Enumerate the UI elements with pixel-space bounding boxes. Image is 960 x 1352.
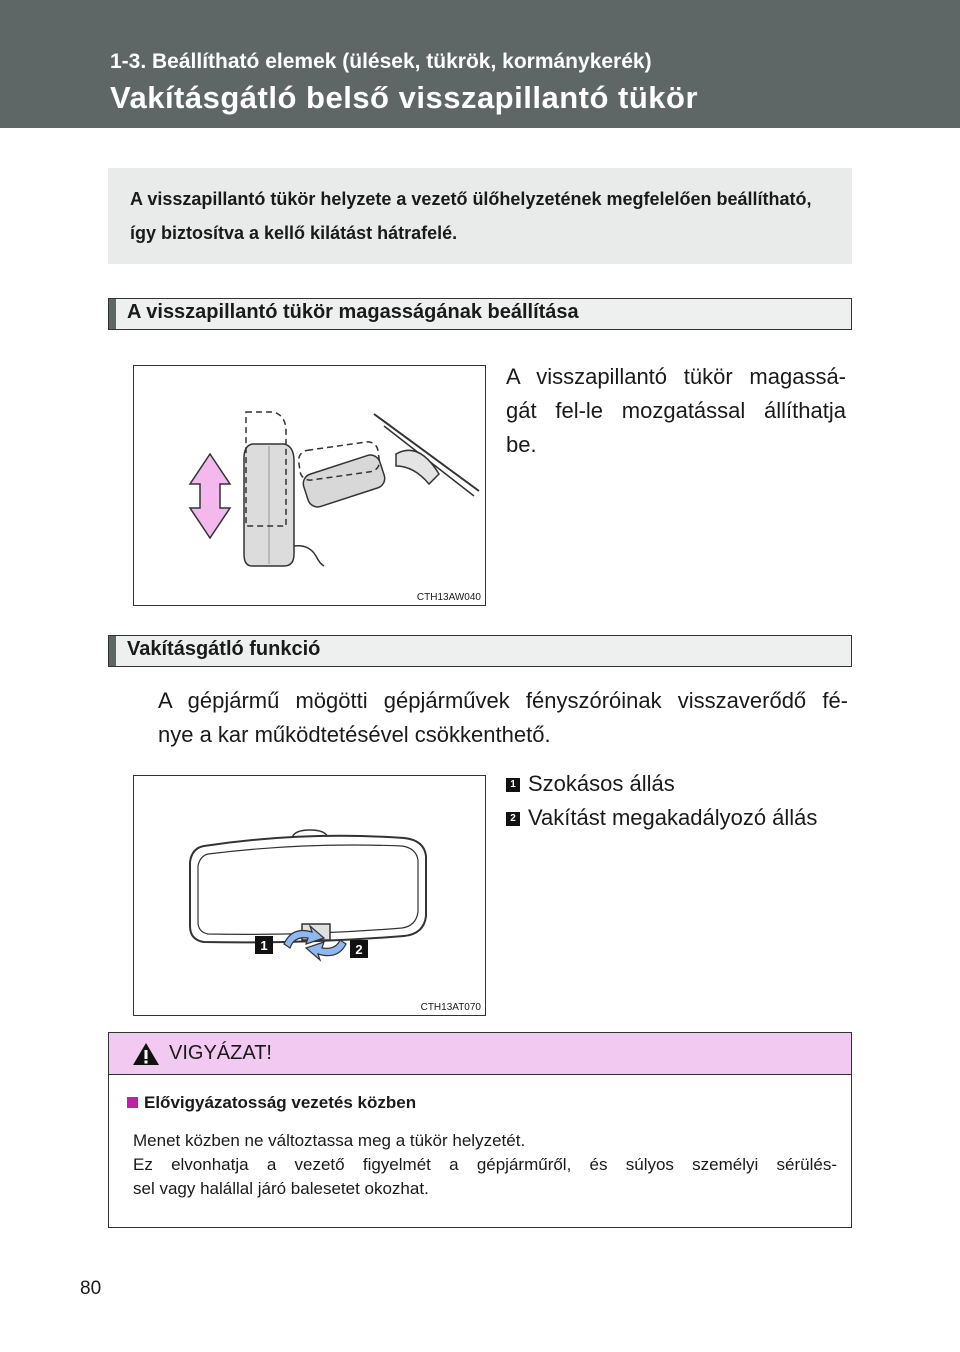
page-title: Vakításgátló belső visszapillantó tükör	[110, 80, 699, 115]
warning-triangle-icon	[131, 1041, 161, 1067]
warning-line: sel vagy halállal járó balesetet okozhat.	[133, 1179, 429, 1198]
section-label: 1-3. Beállítható elemek (ülések, tükrök, kormánykerék)	[110, 50, 652, 73]
mirror-lever-illustration	[134, 776, 485, 1015]
figure-antiglare	[133, 775, 486, 1016]
text-line: A gépjármű mögötti gépjárművek fényszóróinak visszaverődő fé-	[158, 688, 848, 713]
list-item	[506, 767, 856, 801]
square-bullet-icon	[127, 1097, 138, 1108]
item-number: 2	[506, 812, 520, 826]
section1-text	[506, 360, 846, 462]
warning-subtitle	[127, 1093, 416, 1113]
list-item	[506, 801, 856, 835]
mirror-height-illustration	[134, 366, 485, 605]
warning-header	[109, 1033, 851, 1075]
item-label: Vakítást megakadályozó állás	[528, 805, 818, 830]
warning-body	[133, 1129, 837, 1201]
figure-mirror-height	[133, 365, 486, 606]
heading-bar	[109, 299, 116, 329]
item-label: Szokásos állás	[528, 771, 675, 796]
section-heading-height	[108, 298, 852, 330]
warning-line: Menet közben ne változtassa meg a tükör helyzetét.	[133, 1131, 526, 1150]
figure-code: CTH13AW040	[416, 592, 481, 603]
text-line: nye a kar működtetésével csökkenthető.	[158, 722, 551, 747]
text-line: A visszapillantó tükör magassá-	[506, 364, 846, 389]
fig-num-2: 2	[355, 942, 363, 957]
text-line: gát fel-le mozgatással állíthatja	[506, 398, 846, 423]
intro-box: A visszapillantó tükör helyzete a vezető ülőhelyzetének megfelelően beállítható, így biztosítva a kellő kilátást hátrafelé.	[108, 168, 852, 264]
warning-line: Ez elvonhatja a vezető figyelmét a gépjárműről, és súlyos személyi sérülés-	[133, 1155, 837, 1174]
heading-text: Vakításgátló funkció	[127, 638, 321, 660]
warning-title: VIGYÁZAT!	[169, 1042, 272, 1064]
item-number: 1	[506, 778, 520, 792]
text-line: be.	[506, 432, 537, 457]
warning-box	[108, 1032, 852, 1228]
heading-text: A visszapillantó tükör magasságának beállítása	[127, 301, 579, 323]
figure-code: CTH13AT070	[420, 1002, 481, 1013]
section-heading-antiglare	[108, 635, 852, 667]
warning-subtitle-text: Elővigyázatosság vezetés közben	[144, 1093, 417, 1112]
section2-text	[158, 684, 848, 752]
fig-num-1: 1	[260, 938, 268, 953]
page-number: 80	[80, 1278, 102, 1299]
heading-bar	[109, 636, 116, 666]
page-header	[0, 0, 960, 128]
position-list	[506, 767, 856, 835]
